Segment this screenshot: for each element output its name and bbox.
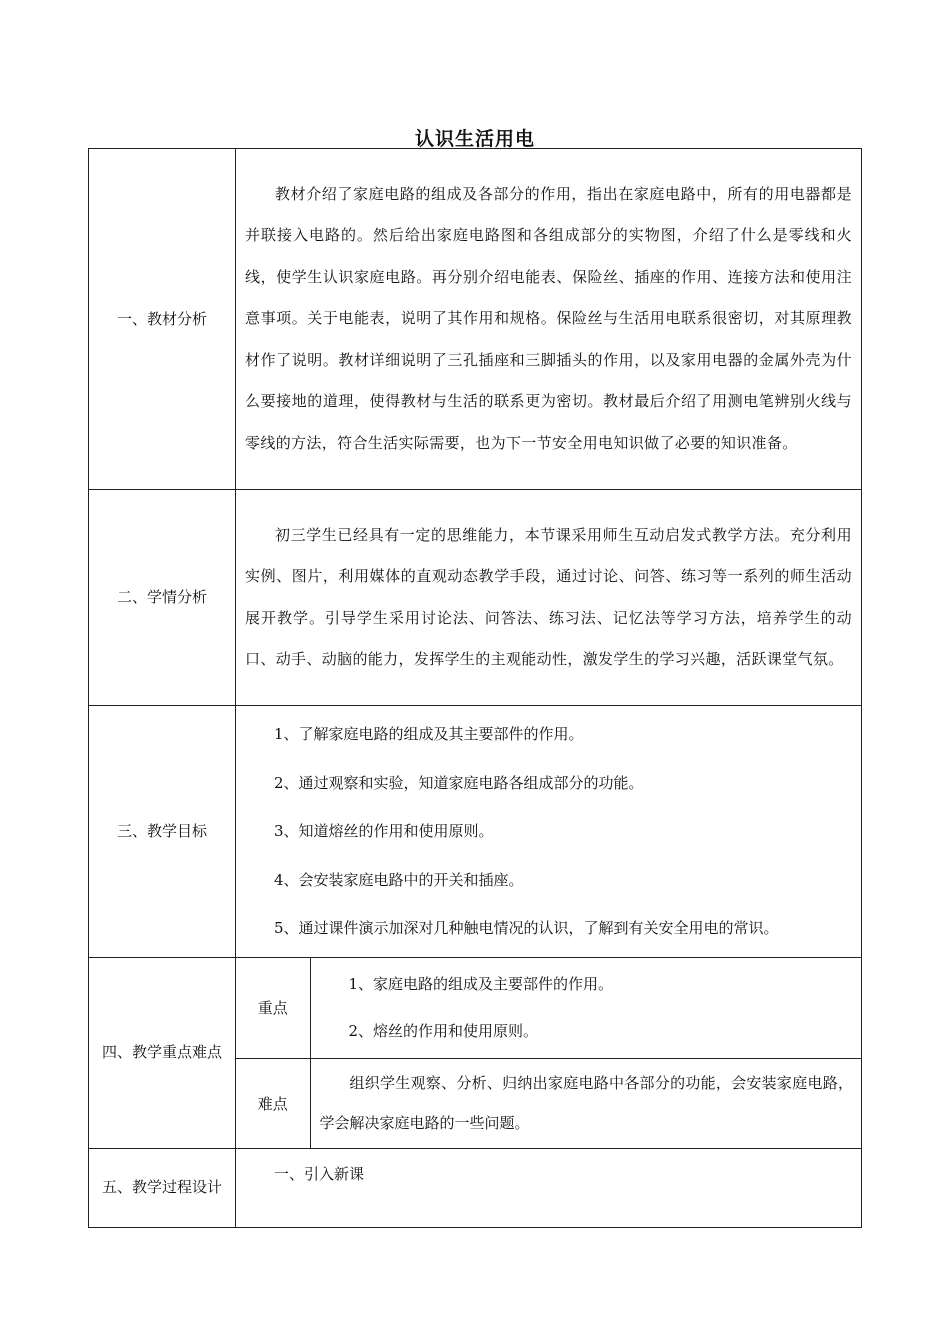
goal-item: 3、知道熔丝的作用和使用原则。 — [274, 822, 494, 840]
section-text: 初三学生已经具有一定的思维能力，本节课采用师生互动启发式教学方法。充分利用实例、图片，利用媒体的直观动态教学手段，通过讨论、问答、练习等一系列的师生活动展开教学。引导学生采用讨论法、问答法、练习法、记忆法等学习方法，培养学生的动口、动手、动脑的能力，发挥学生的主观能动性，激发学生的学习兴趣，活跃课堂气氛。 — [245, 525, 852, 668]
key-point-item: 1、家庭电路的组成及主要部件的作用。 — [348, 974, 614, 993]
section-row-teaching-goals — [89, 706, 862, 958]
key-points-row — [236, 958, 862, 1059]
goal-item: 2、通过观察和实验，知道家庭电路各组成部分的功能。 — [274, 773, 644, 792]
section-row-teaching-process — [89, 1148, 862, 1227]
section-content — [236, 957, 862, 1148]
goal-item: 1、了解家庭电路的组成及其主要部件的作用。 — [274, 725, 584, 743]
difficult-points-label: 难点 — [236, 1059, 310, 1148]
section-row-textbook-analysis — [89, 149, 862, 490]
key-difficult-table — [236, 958, 862, 1148]
key-points-content — [310, 958, 862, 1059]
key-point-item: 2、熔丝的作用和使用原则。 — [348, 1021, 539, 1040]
lesson-plan-table — [88, 148, 862, 1228]
section-content — [236, 1148, 862, 1227]
section-label: 三、教学目标 — [89, 706, 236, 958]
section-row-student-analysis — [89, 490, 862, 706]
section-label: 一、教材分析 — [89, 149, 236, 490]
section-label: 二、学情分析 — [89, 490, 236, 706]
difficult-point-text: 组织学生观察、分析、归纳出家庭电路中各部分的功能，会安装家庭电路，学会解决家庭电路的一些问题。 — [319, 1074, 853, 1133]
difficult-points-row — [236, 1059, 862, 1148]
section-text: 教材介绍了家庭电路的组成及各部分的作用，指出在家庭电路中，所有的用电器都是并联接入电路的。然后给出家庭电路图和各组成部分的实物图，介绍了什么是零线和火线，使学生认识家庭电路。再分别介绍电能表、保险丝、插座的作用、连接方法和使用注意事项。关于电能表，说明了其作用和规格。保险丝与生活用电联系很密切，对其原理教材作了说明。教材详细说明了三孔插座和三脚插头的作用，以及家用电器的金属外壳为什么要接地的道理，使得教材与生活的联系更为密切。教材最后介绍了用测电笔辨别火线与零线的方法，符合生活实际需要，也为下一节安全用电知识做了必要的知识准备。 — [245, 184, 852, 452]
section-label: 四、教学重点难点 — [89, 957, 236, 1148]
section-label: 五、教学过程设计 — [89, 1148, 236, 1227]
document-title: 认识生活用电 — [414, 128, 535, 150]
goal-item: 4、会安装家庭电路中的开关和插座。 — [274, 870, 524, 889]
section-content — [236, 149, 862, 490]
goals-list — [236, 706, 862, 958]
section-content — [236, 490, 862, 706]
key-points-label: 重点 — [236, 958, 310, 1059]
process-step: 一、引入新课 — [274, 1164, 365, 1183]
section-row-key-difficult-points — [89, 957, 862, 1148]
difficult-points-content — [310, 1059, 862, 1148]
goal-item: 5、通过课件演示加深对几种触电情况的认识，了解到有关安全用电的常识。 — [274, 919, 779, 937]
